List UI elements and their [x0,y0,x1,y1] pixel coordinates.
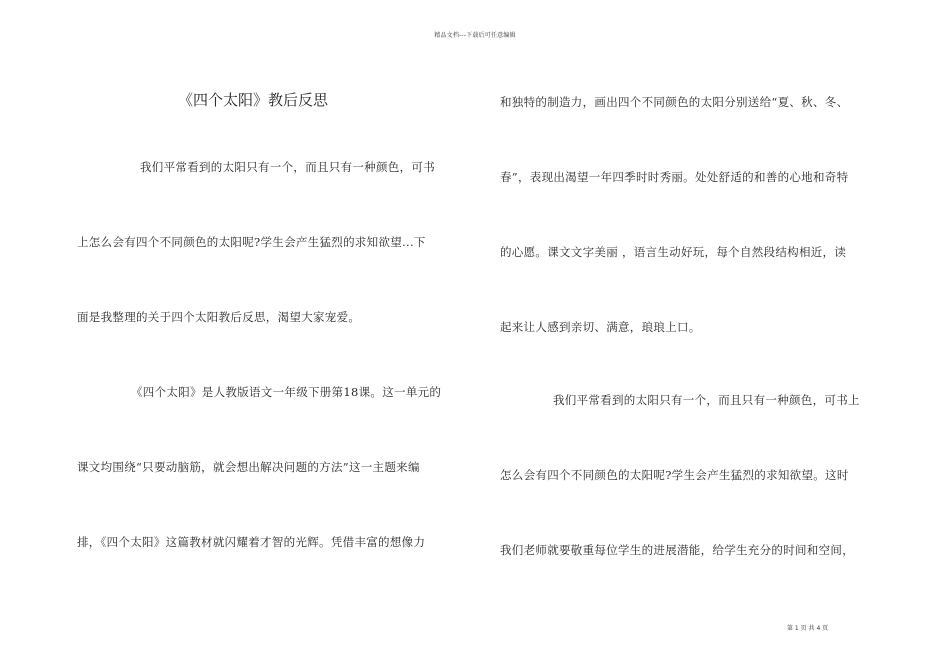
right-text-line-4: 起来让人感到亲切、满意，琅琅上口。 [500,320,701,334]
document-title: 《四个太阳》教后反思 [178,91,329,109]
left-text-line-4: 《四个太阳》是人教版语文一年级下册第18课。这一单元的 [131,385,442,399]
right-text-line-3: 的心愿。课文文字美丽 ，语言生动好玩，每个自然段结构相近，读 [500,245,847,259]
left-text-line-6: 排，《四个太阳》这篇教材就闪耀着才智的光辉。凭借丰富的想像力 [77,535,426,549]
page-header: 精品文档---下载后可任意编辑 [434,32,516,39]
right-text-line-2: 春”，表现出渴望一年四季时时秀丽。处处舒适的和善的心地和奇特 [500,170,849,184]
right-text-line-5: 我们平常看到的太阳只有一个，而且只有一种颜色，可书上 [553,393,860,407]
page-number: 第 1 页 共 4 页 [787,625,829,632]
right-text-line-6: 怎么会有四个不同颜色的太阳呢?学生会产生猛烈的求知欲望。这时 [500,468,849,482]
right-text-line-1: 和独特的制造力，画出四个不同颜色的太阳分别送给“夏、秋、冬、 [500,95,849,109]
right-text-line-7: 我们老师就要敬重每位学生的进展潜能，给学生充分的时间和空间， [500,543,854,557]
left-text-line-2: 上怎么会有四个不同颜色的太阳呢?学生会产生猛烈的求知欲望...下 [77,235,426,249]
left-text-line-1: 我们平常看到的太阳只有一个，而且只有一种颜色，可书 [140,160,435,174]
left-text-line-5: 课文均围绕“只要动脑筋，就会想出解决问题的方法”这一主题来编 [77,460,420,474]
left-text-line-3: 面是我整理的关于四个太阳教后反思，渴望大家宠爱。 [77,310,361,324]
